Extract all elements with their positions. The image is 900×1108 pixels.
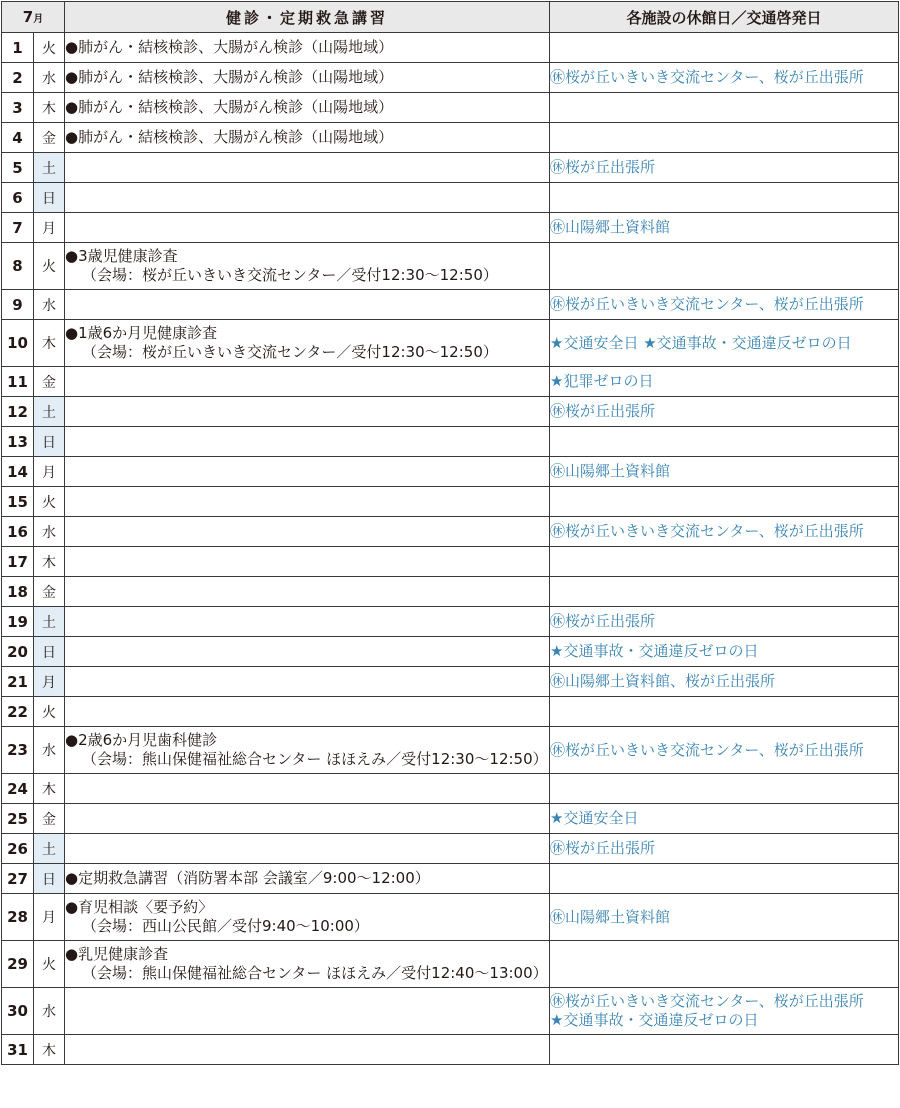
day-number: 12 <box>2 397 34 427</box>
weekday-cell: 月 <box>34 894 65 941</box>
day-number: 27 <box>2 864 34 894</box>
facility-note: ㊡桜が丘出張所 <box>550 612 656 630</box>
table-row <box>2 487 899 517</box>
facility-note: ㊡桜が丘いきいき交流センター、桜が丘出張所 <box>550 740 864 759</box>
health-cell <box>65 637 550 667</box>
table-row <box>2 774 899 804</box>
day-number: 15 <box>2 487 34 517</box>
facility-note: ★交通安全日 <box>550 809 639 827</box>
facility-cell <box>550 457 899 487</box>
health-event-title: ●乳児健康診査 <box>65 945 169 963</box>
weekday-cell: 水 <box>34 517 65 547</box>
event-calendar-table <box>1 1 899 1065</box>
weekday-cell: 水 <box>34 290 65 320</box>
health-cell <box>65 864 550 894</box>
facility-note: ㊡桜が丘いきいき交流センター、桜が丘出張所 <box>550 68 864 86</box>
facility-note: ㊡桜が丘いきいき交流センター、桜が丘出張所 <box>550 295 864 313</box>
health-cell <box>65 183 550 213</box>
weekday-cell: 火 <box>34 33 65 63</box>
health-cell <box>65 894 550 941</box>
weekday-cell: 水 <box>34 727 65 774</box>
table-row <box>2 941 899 988</box>
facility-note: ㊡山陽郷土資料館 <box>550 462 671 480</box>
calendar-body <box>2 33 899 1065</box>
day-number: 29 <box>2 941 34 988</box>
weekday-cell: 土 <box>34 397 65 427</box>
table-row <box>2 697 899 727</box>
facility-cell <box>550 213 899 243</box>
facility-note: ㊡山陽郷土資料館 <box>550 907 671 926</box>
table-row <box>2 517 899 547</box>
facility-cell <box>550 93 899 123</box>
day-number: 16 <box>2 517 34 547</box>
table-row <box>2 93 899 123</box>
table-row <box>2 667 899 697</box>
health-event-title: ●肺がん・結核検診、大腸がん検診（山陽地域） <box>65 128 394 146</box>
weekday-cell: 日 <box>34 183 65 213</box>
health-cell <box>65 547 550 577</box>
health-event-title: ●定期救急講習（消防署本部 会議室／9:00～12:00） <box>65 869 430 887</box>
health-cell <box>65 941 550 988</box>
table-row <box>2 183 899 213</box>
table-row <box>2 637 899 667</box>
day-number: 24 <box>2 774 34 804</box>
health-event-detail: （会場：西山公民館／受付9:40～10:00） <box>82 917 369 935</box>
facility-cell <box>550 864 899 894</box>
health-event-title: ●1歳6か月児健康診査 <box>65 324 218 342</box>
day-number: 7 <box>2 213 34 243</box>
health-cell <box>65 727 550 774</box>
facility-cell <box>550 397 899 427</box>
table-row <box>2 367 899 397</box>
facility-note: ㊡桜が丘出張所 <box>550 839 656 857</box>
day-number: 1 <box>2 33 34 63</box>
table-row <box>2 864 899 894</box>
day-number: 26 <box>2 834 34 864</box>
table-row <box>2 577 899 607</box>
health-cell <box>65 320 550 367</box>
day-number: 23 <box>2 727 34 774</box>
health-cell <box>65 774 550 804</box>
facility-note: ★交通安全日 ★交通事故・交通違反ゼロの日 <box>550 333 852 352</box>
weekday-cell: 日 <box>34 427 65 457</box>
facility-note: ★交通事故・交通違反ゼロの日 <box>550 1011 759 1029</box>
health-event-title: ●肺がん・結核検診、大腸がん検診（山陽地域） <box>65 38 394 56</box>
table-row <box>2 213 899 243</box>
health-cell <box>65 290 550 320</box>
facility-cell <box>550 697 899 727</box>
day-number: 4 <box>2 123 34 153</box>
facility-note: ㊡山陽郷土資料館 <box>550 218 671 236</box>
facility-cell <box>550 774 899 804</box>
weekday-cell: 土 <box>34 153 65 183</box>
table-row <box>2 123 899 153</box>
facility-cell <box>550 577 899 607</box>
weekday-cell: 金 <box>34 577 65 607</box>
health-cell <box>65 243 550 290</box>
facility-cell <box>550 63 899 93</box>
table-row <box>2 547 899 577</box>
table-row <box>2 457 899 487</box>
facility-note: ㊡桜が丘出張所 <box>550 402 656 420</box>
weekday-cell: 月 <box>34 213 65 243</box>
weekday-cell: 木 <box>34 774 65 804</box>
health-cell <box>65 804 550 834</box>
month-unit: 月 <box>33 14 44 25</box>
facility-cell <box>550 517 899 547</box>
table-row <box>2 607 899 637</box>
weekday-cell: 火 <box>34 487 65 517</box>
facility-cell <box>550 834 899 864</box>
health-event-title: ●肺がん・結核検診、大腸がん検診（山陽地域） <box>65 98 394 116</box>
day-number: 13 <box>2 427 34 457</box>
day-number: 11 <box>2 367 34 397</box>
health-cell <box>65 517 550 547</box>
health-event-title: ●肺がん・結核検診、大腸がん検診（山陽地域） <box>65 68 394 86</box>
health-cell <box>65 697 550 727</box>
day-number: 6 <box>2 183 34 213</box>
day-number: 25 <box>2 804 34 834</box>
facility-cell <box>550 243 899 290</box>
day-number: 19 <box>2 607 34 637</box>
weekday-cell: 土 <box>34 834 65 864</box>
day-number: 2 <box>2 63 34 93</box>
facility-cell <box>550 607 899 637</box>
day-number: 22 <box>2 697 34 727</box>
weekday-cell: 水 <box>34 988 65 1035</box>
facility-note: ㊡桜が丘出張所 <box>550 158 656 176</box>
facility-cell <box>550 153 899 183</box>
health-cell <box>65 33 550 63</box>
table-row <box>2 894 899 941</box>
health-cell <box>65 457 550 487</box>
health-cell <box>65 607 550 637</box>
facility-cell <box>550 183 899 213</box>
weekday-cell: 日 <box>34 637 65 667</box>
health-event-detail: （会場：熊山保健福祉総合センター ほほえみ／受付12:40～13:00） <box>82 964 548 982</box>
weekday-cell: 日 <box>34 864 65 894</box>
facility-note: ㊡山陽郷土資料館、桜が丘出張所 <box>550 672 776 690</box>
table-row <box>2 397 899 427</box>
day-number: 31 <box>2 1035 34 1065</box>
facility-cell <box>550 1035 899 1065</box>
table-row <box>2 427 899 457</box>
weekday-cell: 月 <box>34 667 65 697</box>
facility-column-header: 各施設の休館日／交通啓発日 <box>550 2 899 33</box>
health-cell <box>65 667 550 697</box>
health-cell <box>65 988 550 1035</box>
facility-cell <box>550 367 899 397</box>
facility-cell <box>550 894 899 941</box>
health-cell <box>65 834 550 864</box>
facility-note: ㊡桜が丘いきいき交流センター、桜が丘出張所 <box>550 992 864 1010</box>
weekday-cell: 水 <box>34 63 65 93</box>
table-row <box>2 63 899 93</box>
facility-cell <box>550 547 899 577</box>
health-cell <box>65 427 550 457</box>
month-number: 7 <box>22 8 34 26</box>
health-cell <box>65 93 550 123</box>
table-row <box>2 727 899 774</box>
facility-cell <box>550 123 899 153</box>
day-number: 9 <box>2 290 34 320</box>
health-cell <box>65 367 550 397</box>
health-event-title: ●3歳児健康診査 <box>65 247 178 265</box>
health-cell <box>65 397 550 427</box>
facility-cell <box>550 667 899 697</box>
day-number: 18 <box>2 577 34 607</box>
header-row <box>2 2 899 33</box>
facility-note: ★犯罪ゼロの日 <box>550 372 654 390</box>
weekday-cell: 木 <box>34 93 65 123</box>
facility-cell <box>550 804 899 834</box>
day-number: 5 <box>2 153 34 183</box>
table-row <box>2 320 899 367</box>
weekday-cell: 木 <box>34 1035 65 1065</box>
health-event-detail: （会場：桜が丘いきいき交流センター／受付12:30～12:50） <box>82 266 498 284</box>
health-event-title: ●育児相談〈要予約〉 <box>65 898 214 916</box>
day-number: 3 <box>2 93 34 123</box>
day-number: 17 <box>2 547 34 577</box>
facility-cell <box>550 33 899 63</box>
health-cell <box>65 1035 550 1065</box>
facility-cell <box>550 941 899 988</box>
day-number: 20 <box>2 637 34 667</box>
facility-cell <box>550 637 899 667</box>
facility-note: ㊡桜が丘いきいき交流センター、桜が丘出張所 <box>550 522 864 540</box>
table-row <box>2 834 899 864</box>
table-row <box>2 243 899 290</box>
table-row <box>2 1035 899 1065</box>
health-cell <box>65 213 550 243</box>
health-column-header: 健診・定期救急講習 <box>65 2 550 33</box>
day-number: 21 <box>2 667 34 697</box>
health-cell <box>65 153 550 183</box>
weekday-cell: 木 <box>34 320 65 367</box>
health-cell <box>65 63 550 93</box>
day-number: 28 <box>2 894 34 941</box>
weekday-cell: 金 <box>34 367 65 397</box>
day-number: 10 <box>2 320 34 367</box>
facility-cell <box>550 427 899 457</box>
weekday-cell: 火 <box>34 697 65 727</box>
table-row <box>2 988 899 1035</box>
day-number: 14 <box>2 457 34 487</box>
health-event-detail: （会場：熊山保健福祉総合センター ほほえみ／受付12:30～12:50） <box>82 750 548 768</box>
facility-note: ★交通事故・交通違反ゼロの日 <box>550 642 759 660</box>
day-number: 8 <box>2 243 34 290</box>
health-event-title: ●2歳6か月児歯科健診 <box>65 731 218 749</box>
health-event-detail: （会場：桜が丘いきいき交流センター／受付12:30～12:50） <box>82 343 498 361</box>
weekday-cell: 火 <box>34 941 65 988</box>
weekday-cell: 月 <box>34 457 65 487</box>
table-row <box>2 804 899 834</box>
table-row <box>2 290 899 320</box>
weekday-cell: 火 <box>34 243 65 290</box>
month-header <box>2 2 65 33</box>
day-number: 30 <box>2 988 34 1035</box>
health-cell <box>65 577 550 607</box>
facility-cell <box>550 487 899 517</box>
weekday-cell: 金 <box>34 123 65 153</box>
health-cell <box>65 123 550 153</box>
weekday-cell: 金 <box>34 804 65 834</box>
weekday-cell: 木 <box>34 547 65 577</box>
facility-cell <box>550 290 899 320</box>
table-row <box>2 33 899 63</box>
health-cell <box>65 487 550 517</box>
facility-cell <box>550 727 899 774</box>
weekday-cell: 土 <box>34 607 65 637</box>
table-row <box>2 153 899 183</box>
facility-cell <box>550 988 899 1035</box>
facility-cell <box>550 320 899 367</box>
